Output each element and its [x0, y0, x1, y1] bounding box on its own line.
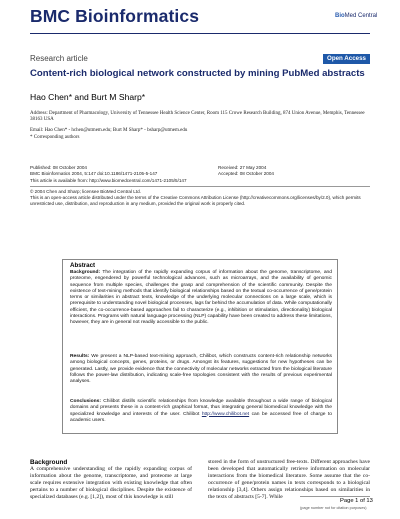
article-title: Content-rich biological network constructed by mining PubMed abstracts — [30, 68, 365, 79]
conclusions-end: can be accessed free of charge to academic users. — [70, 411, 332, 423]
abstract-conclusions — [70, 399, 332, 424]
license-text: This is an open-access article distributed under the terms of the Creative Commons Attribution License (http://creativecommons.org/licenses/by/2.0), which permits unrestricted use, distribution, and reproduction in any medium, provided the original work is properly cited. — [30, 195, 361, 206]
chilibot-link[interactable]: http://www.chilibot.net — [201, 411, 250, 417]
abstract-results — [70, 354, 332, 385]
abstract-background — [70, 270, 332, 326]
author-address: Address: Department of Pharmacology, University of Tennessee Health Science Center, Room 115 Crowe Research Building, 874 Union Avenue, Memphis, Tennessee 38163 USA — [30, 111, 365, 123]
background-heading: Background — [30, 459, 68, 466]
footer-rule — [300, 496, 370, 497]
background-label: Background: — [70, 270, 101, 275]
header-rule — [30, 33, 370, 34]
results-text: We present a NLP-based text-mining approach, Chilibot, which constructs content-rich relationship networks among biological concepts, genes, proteins, or drugs. Amongst its features, suggestions for new hypotheses can be generated. Lastly, we provide evidence that the connectivity of molecular networks extracted from the biological literature follows the power-law distribution, indicating scale-free topologies consistent with the results of previous experimental analyses. — [70, 354, 332, 384]
body-left-column: A comprehensive understanding of the rapidly expanding corpus of information about the genome, transcriptome, and proteome at large scale requires extensive integration with existing knowledge that often pertains to a number of biological disciplines. Despite the existence of specialized databases (e.g. [1,2]), most of this knowledge is still — [30, 466, 192, 500]
copyright: © 2004 Chen and Sharp; licensee BioMed Central Ltd. — [30, 189, 141, 194]
results-label: Results: — [70, 354, 90, 359]
background-text: The integration of the rapidly expanding corpus of information about the genome, transcriptome, and proteome, engendered by powerful technological advances, such as microarrays, and the availability of genomic sequence from multiple species, challenges the grasp and comprehension of the scientific community. Despite the existence of text-mining methods that identify biological relationships based on the textual co-occurrence of gene/protein terms or similarities in abstract texts, knowledge of the underlying molecular connections on a large scale, which is prerequisite to understanding novel biological processes, lags far behind the accumulation of data. While computationally efficient, the co-occurrence-based approaches fail to characterize (e.g., inhibition or stimulation, directionality) biological interactions. Programs with natural language processing (NLP) capability have been created to address these limitations, however, they are in general not readily accessible to the public. — [70, 270, 332, 325]
page-note: (page number not for citation purposes) — [300, 506, 367, 510]
logo-bio: Bio — [335, 13, 345, 19]
page-number: Page 1 of 13 — [340, 498, 373, 504]
article-section: Research article — [30, 54, 88, 63]
accepted-date: Accepted: 08 October 2004 — [218, 171, 274, 176]
body-right-column: stored in the form of unstructured free-texts. Different approaches have been developed that automatically retrieve information on molecular interactions from the biomedical literature. Some assume that the co-occurrence of gene/protein names in texts corresponds to a biological relationship [3,4]. Others assign relationships based on similarities in the texts of abstracts [5-7]. While — [208, 459, 370, 500]
journal-title: BMC Bioinformatics — [30, 6, 200, 26]
author-email: Email: Hao Chen* - hchen@utmem.edu; Burt M Sharp* - bsharp@utmem.edu — [30, 128, 188, 133]
conclusions-text: Chilibot distills scientific relationships from knowledge available throughout a wide range of biological domains and presents these in a content-rich graphical format, thus integrating general biomedical knowledge with the specialized knowledge and interests of the user. Chilibot — [70, 399, 332, 417]
pub-rule — [30, 186, 370, 187]
online-url[interactable]: This article is available from: http://www.biomedcentral.com/1471-2105/5/147 — [30, 178, 187, 183]
publisher-logo — [335, 13, 377, 23]
received-date: Received: 27 May 2004 — [218, 165, 267, 170]
published-date: Published: 08 October 2004 — [30, 165, 87, 170]
conclusions-label: Conclusions: — [70, 399, 101, 404]
abstract-heading: Abstract — [70, 262, 96, 269]
open-access-badge: Open Access — [323, 54, 370, 64]
logo-medcentral: Med Central — [344, 13, 378, 19]
article-authors: Hao Chen* and Burt M Sharp* — [30, 92, 146, 102]
corresponding-note: * Corresponding authors — [30, 135, 80, 140]
citation: BMC Bioinformatics 2004, 5:147 doi:10.1186/1471-2105-5-147 — [30, 171, 158, 176]
